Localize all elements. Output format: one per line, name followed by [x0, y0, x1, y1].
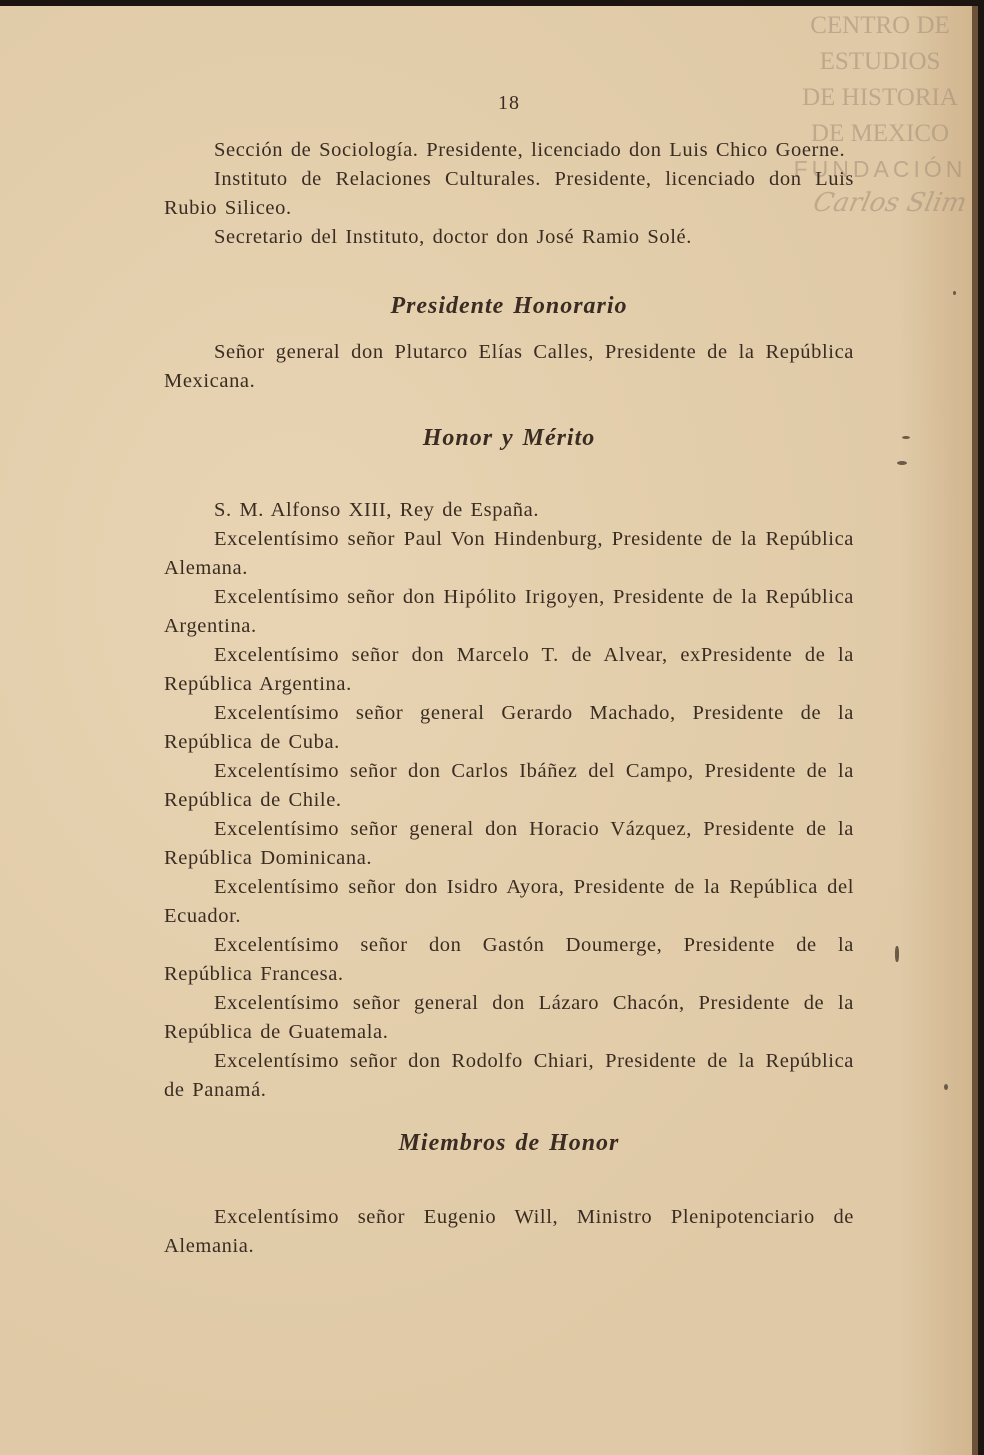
paragraph-entry: Excelentísimo señor general don Lázaro Chacón, Presidente de la República de Guatemala. [164, 992, 854, 1043]
paragraph-entry: Excelentísimo señor don Marcelo T. de Alvear, exPresidente de la República Argentina. [164, 644, 854, 695]
paragraph-entry: Excelentísimo señor Paul Von Hindenburg, Presidente de la República Alemana. [164, 528, 854, 579]
ink-speck [902, 436, 910, 439]
section-heading-honor-y-merito: Honor y Mérito [422, 425, 596, 451]
watermark-foundation: FUNDACIÓN [793, 156, 967, 182]
section-heading-presidente-honorario: Presidente Honorario [390, 293, 628, 319]
watermark-line: DE MEXICO [810, 120, 950, 147]
paragraph-entry: Excelentísimo señor don Carlos Ibáñez del Campo, Presidente de la República de Chile. [164, 760, 854, 811]
ink-speck [895, 946, 899, 962]
paragraph-entry: Excelentísimo señor don Hipólito Irigoyen, Presidente de la República Argentina. [164, 586, 854, 637]
ink-speck [944, 1084, 948, 1090]
paragraph-entry: Excelentísimo señor general don Horacio Vázquez, Presidente de la República Dominicana. [164, 818, 854, 869]
ink-speck [953, 291, 956, 295]
paragraph-entry: Secretario del Instituto, doctor don José Ramio Solé. [214, 226, 692, 248]
section-spacer [164, 470, 854, 496]
paragraph-entry: Instituto de Relaciones Culturales. Presidente, licenciado don Luis Rubio Siliceo. [164, 168, 854, 219]
ink-speck [897, 461, 907, 465]
paragraph-entry: Excelentísimo señor Eugenio Will, Ministro Plenipotenciario de Alemania. [164, 1206, 854, 1257]
paragraph-entry: S. M. Alfonso XIII, Rey de España. [214, 499, 540, 521]
paragraph-entry: Excelentísimo señor don Gastón Doumerge, Presidente de la República Francesa. [164, 934, 854, 985]
section-heading-miembros-de-honor: Miembros de Honor [398, 1130, 620, 1156]
section-spacer [164, 1175, 854, 1203]
book-page [0, 6, 978, 1455]
book-spine-edge [972, 6, 978, 1455]
paragraph-entry: Sección de Sociología. Presidente, licenciado don Luis Chico Goerne. [214, 139, 846, 161]
watermark-signature: Carlos Slim [810, 188, 970, 218]
paragraph-entry: Señor general don Plutarco Elías Calles, Presidente de la República Mexicana. [164, 341, 854, 392]
paragraph-entry: Excelentísimo señor don Isidro Ayora, Presidente de la República del Ecuador. [164, 876, 854, 927]
page-body [164, 136, 854, 1261]
paragraph-entry: Excelentísimo señor don Rodolfo Chiari, Presidente de la República de Panamá. [164, 1050, 854, 1101]
watermark-line: DE HISTORIA [802, 84, 958, 111]
watermark-line: ESTUDIOS [819, 48, 941, 75]
page-number: 18 [498, 92, 520, 114]
watermark-line: CENTRO DE [810, 12, 950, 39]
paragraph-entry: Excelentísimo señor general Gerardo Machado, Presidente de la República de Cuba. [164, 702, 854, 753]
